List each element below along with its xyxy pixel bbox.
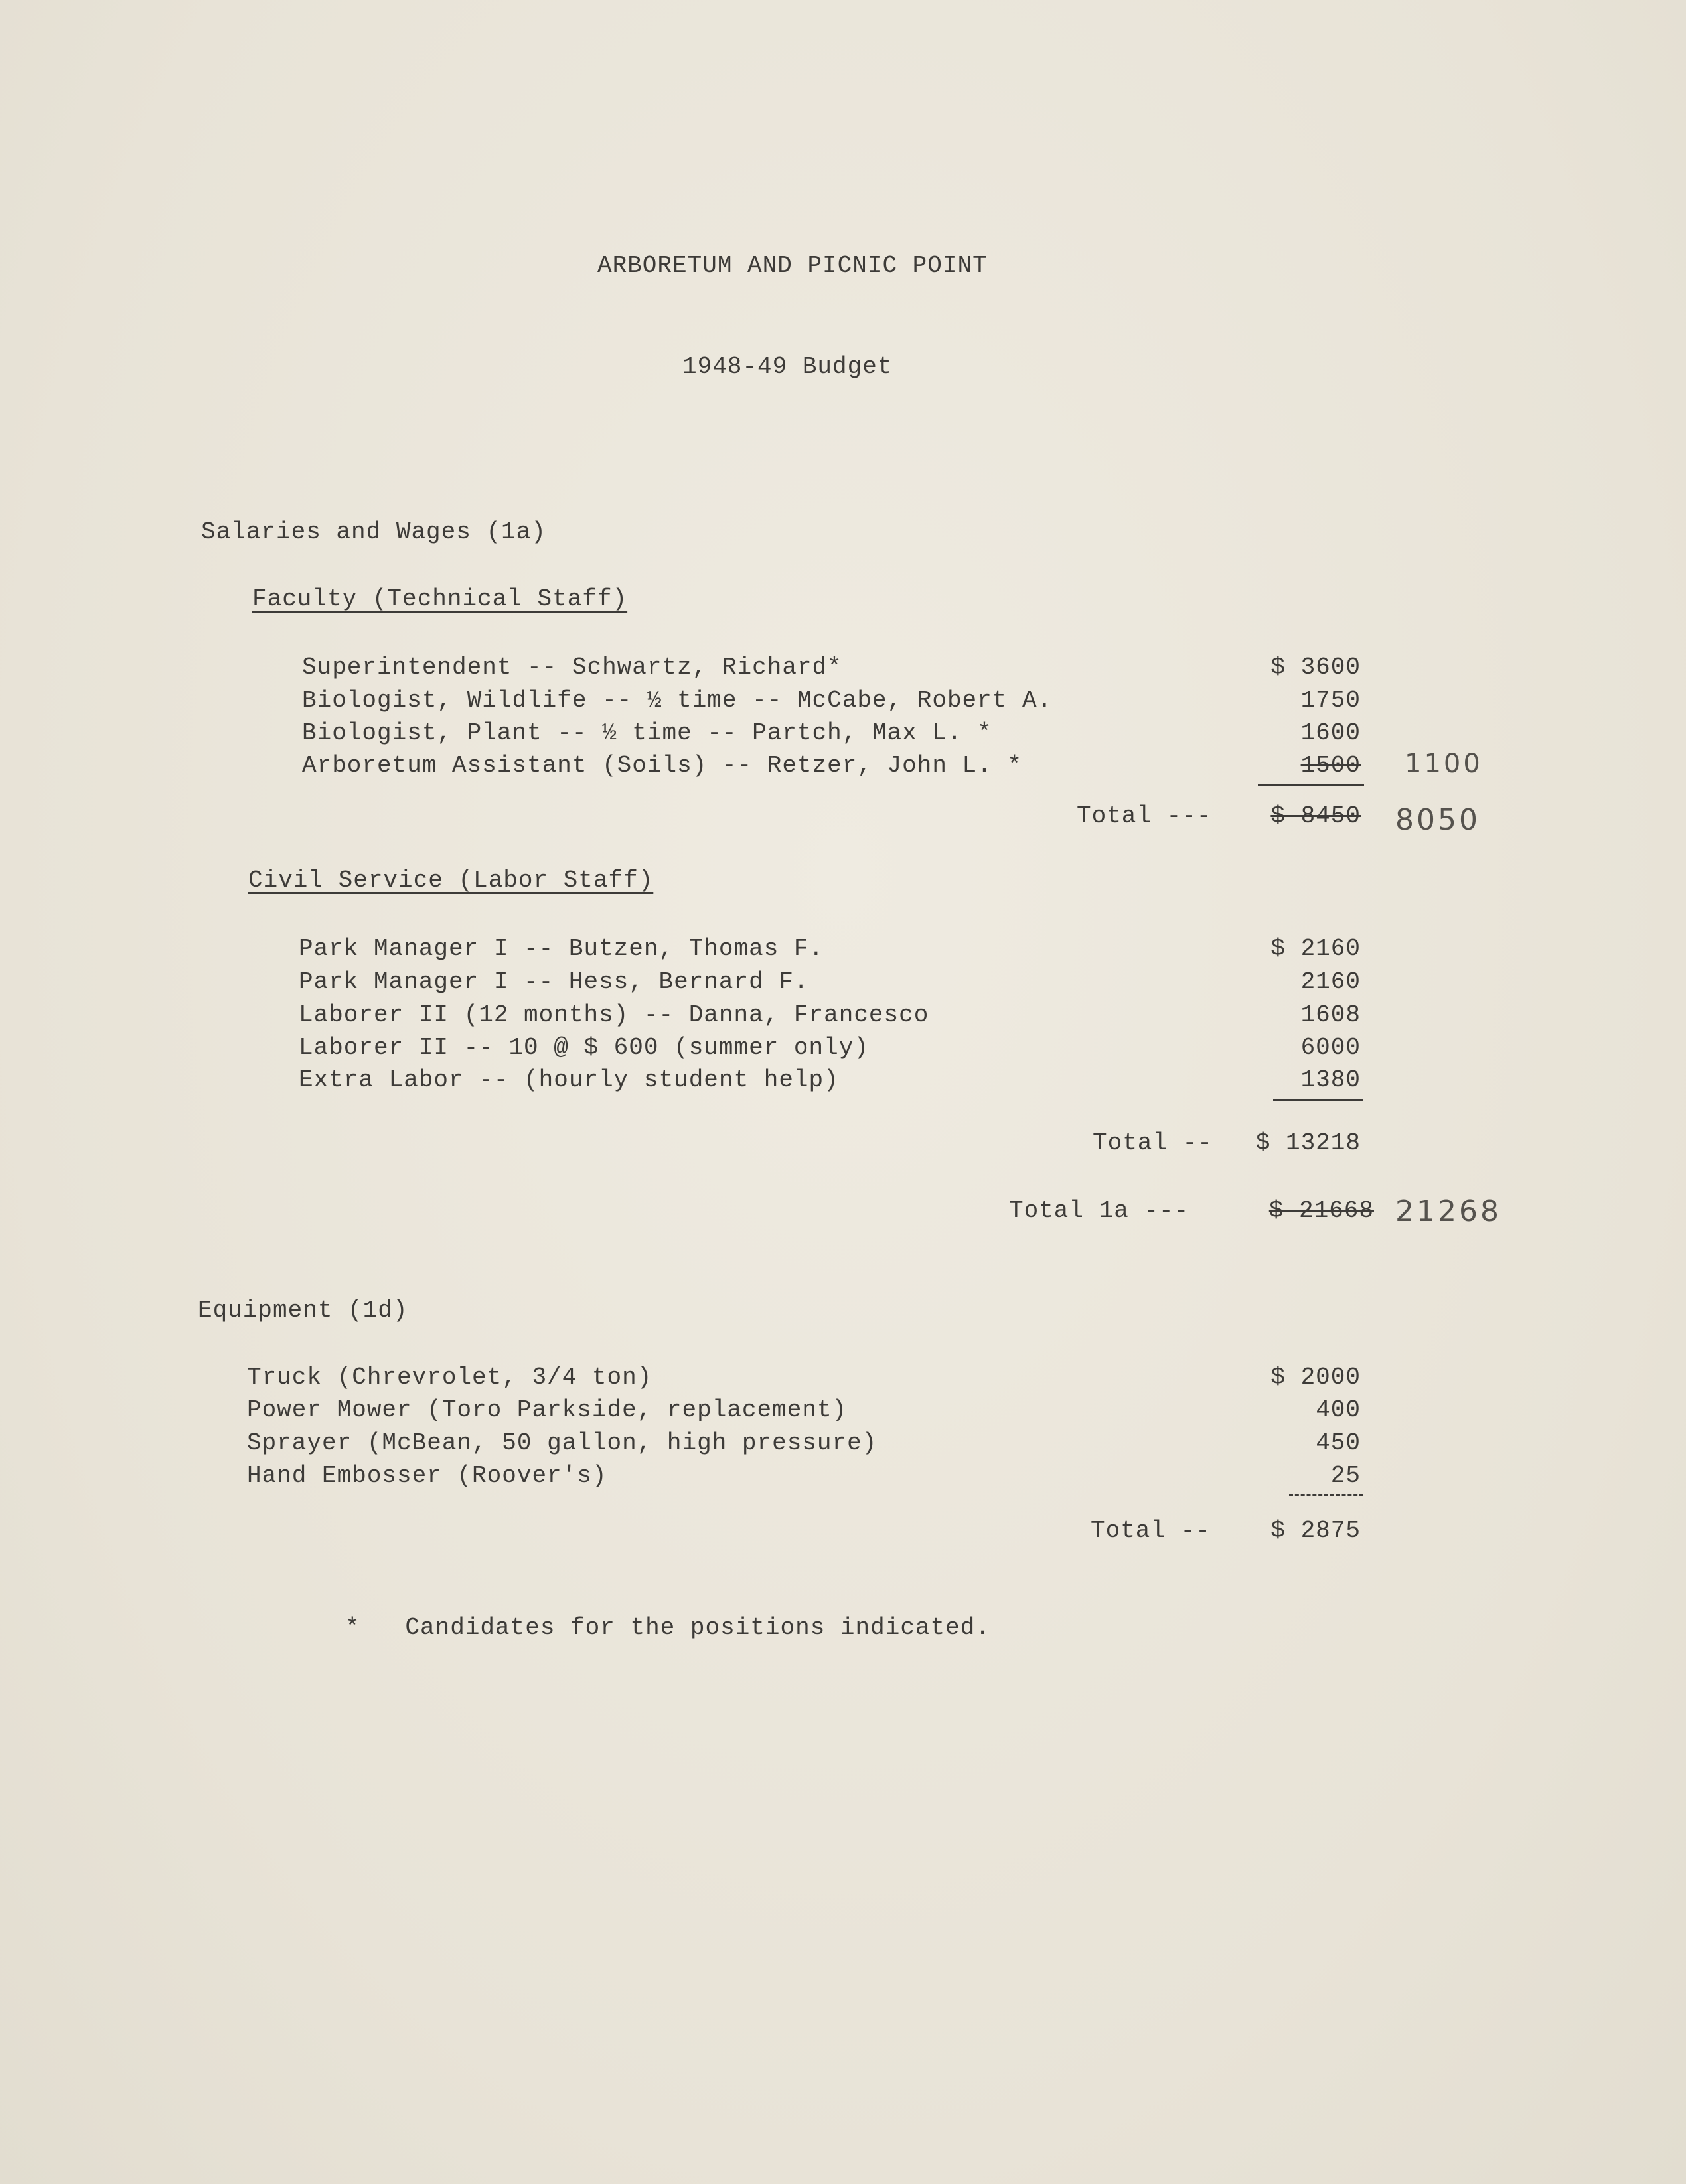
civil-row-label: Park Manager I -- Butzen, Thomas F. (299, 935, 824, 962)
faculty-row-amount-struck: 1500 (1300, 752, 1361, 779)
civil-row-amount: 6000 (1300, 1034, 1361, 1061)
sum-rule (1289, 1494, 1363, 1496)
faculty-row-amount: 1600 (1300, 719, 1361, 747)
equipment-row-amount: 400 (1316, 1396, 1361, 1423)
faculty-heading: Faculty (Technical Staff) (252, 585, 628, 613)
equipment-row-label: Hand Embosser (Roover's) (247, 1462, 607, 1489)
total-1a-amount-struck: $ 21668 (1268, 1197, 1374, 1224)
faculty-row-label: Biologist, Wildlife -- ½ time -- McCabe, Robert A. (302, 687, 1053, 714)
faculty-row-label: Biologist, Plant -- ½ time -- Partch, Max L. * (302, 719, 992, 747)
civil-row-amount: $ 2160 (1270, 935, 1361, 962)
handwritten-correction: 21268 (1395, 1195, 1501, 1228)
handwritten-correction: 1100 (1405, 749, 1483, 779)
footnote: * Candidates for the positions indicated. (345, 1614, 990, 1641)
faculty-total-amount-struck: $ 8450 (1270, 802, 1361, 830)
civil-row-amount: 2160 (1300, 968, 1361, 995)
faculty-total-label: Total --- (1077, 802, 1212, 830)
faculty-row-amount: 1750 (1300, 687, 1361, 714)
equipment-row-label: Truck (Chrevrolet, 3/4 ton) (247, 1364, 652, 1391)
handwritten-correction: 8050 (1395, 803, 1480, 837)
faculty-row-label: Superintendent -- Schwartz, Richard* (302, 654, 842, 681)
equipment-total-amount: $ 2875 (1270, 1517, 1361, 1544)
civil-row-amount: 1608 (1300, 1001, 1361, 1029)
page-title: ARBORETUM AND PICNIC POINT (597, 252, 988, 279)
civil-row-label: Park Manager I -- Hess, Bernard F. (299, 968, 809, 995)
equipment-row-label: Sprayer (McBean, 50 gallon, high pressure) (247, 1429, 878, 1457)
page-subtitle: 1948-49 Budget (682, 353, 893, 380)
civil-row-amount: 1380 (1300, 1066, 1361, 1094)
equipment-row-amount: 25 (1330, 1462, 1361, 1489)
salaries-heading: Salaries and Wages (1a) (201, 518, 546, 546)
equipment-row-label: Power Mower (Toro Parkside, replacement) (247, 1396, 848, 1423)
civil-row-label: Laborer II (12 months) -- Danna, Francesco (299, 1001, 929, 1029)
equipment-total-label: Total -- (1091, 1517, 1211, 1544)
equipment-row-amount: $ 2000 (1270, 1364, 1361, 1391)
total-1a-label: Total 1a --- (1009, 1197, 1189, 1224)
equipment-heading: Equipment (1d) (198, 1297, 408, 1324)
civil-row-label: Laborer II -- 10 @ $ 600 (summer only) (299, 1034, 869, 1061)
civil-service-heading: Civil Service (Labor Staff) (248, 867, 654, 894)
faculty-row-amount: $ 3600 (1270, 654, 1361, 681)
sum-rule (1273, 1099, 1363, 1101)
civil-total-label: Total -- (1093, 1129, 1213, 1157)
equipment-row-amount: 450 (1316, 1429, 1361, 1457)
civil-row-label: Extra Labor -- (hourly student help) (299, 1066, 839, 1094)
sum-rule (1258, 784, 1364, 786)
faculty-row-label: Arboretum Assistant (Soils) -- Retzer, John L. * (302, 752, 1022, 779)
civil-total-amount: $ 13218 (1255, 1129, 1361, 1157)
